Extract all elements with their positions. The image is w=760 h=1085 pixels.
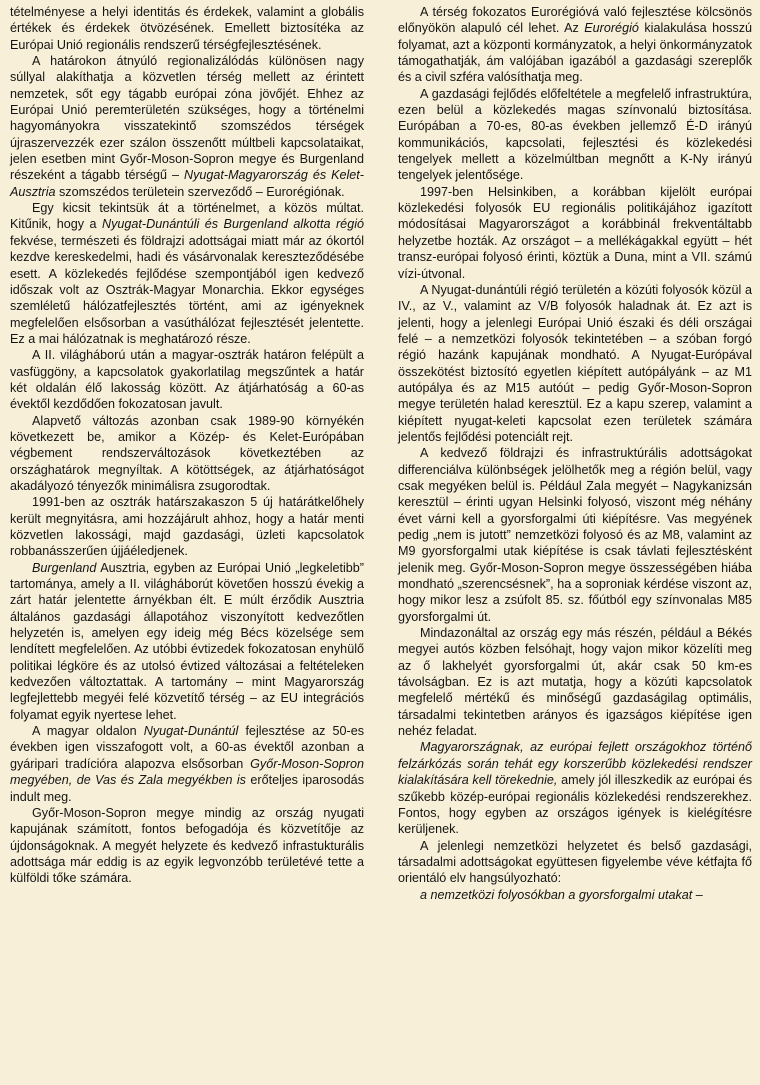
paragraph: A gazdasági fejlődés előfeltétele a megfelelő infrastruktúra, ezen belül a közlekedés magas színvonalú biztosítása. Európában a 70-es, 80-as években jellemző É-D irányú kommunikációs, kapcsolati, fejlesztési és közlekedési tengelyek mellett a közelmúltban megnőtt a K-Ny irányú tengelyek jelentősége. (398, 86, 752, 183)
paragraph: A határokon átnyúló regionalizálódás különösen nagy súllyal alakíthatja a közvetlen térség mellett az érintett nemzetek, sőt egy tágabb európai zóna jövőjét. Ehhez az Európai Unió peremterületén szükséges, hogy a történelmi hagyományokra visszatekintő szomszédos térségek újraszervezzék ezer szálon összenőtt múltbeli kapcsolataikat, jelen esetben mint Győr-Moson-Sopron megye és Burgenland részeként a tágabb térségű – Nyugat-Magyarország és Kelet-Ausztria szomszédos területein szerveződő – Eurorégiónak. (10, 54, 364, 199)
paragraph: Magyarországnak, az európai fejlett országokhoz történő felzárkózás során tehát egy korszerűbb közlekedési rendszer kialakítására kell törekednie, amely jól illeszkedik az európai és szűkebb közép-európai regionális közlekedési rendszerekhez. Fontos, hogy egyben az országos igények is kielégítésre kerüljenek. (398, 740, 753, 837)
italic-text: Burgenland (32, 560, 97, 575)
paragraph: Egy kicsit tekintsük át a történelmet, a közös múltat. Kitűnik, hogy a Nyugat-Dunántúli és Burgenland alkotta régió fekvése, természeti és földrajzi adottságai miatt már az ókortól kezdve kereskedelmi, hadi és vásárvonalak kereszteződésébe esett. A közlekedés fejlődése szempontjából igen kedvező időszak volt az Osztrák-Magyar Monarchia. Ekkor egységes szemléletű hálózatfejlesztés történt, ami az igényeknek megfelelően elsősorban a vasúthálózat fejlesztését jelentette. Ez a mai hálózatnak is meghatározó része. (10, 201, 364, 346)
paragraph: Győr-Moson-Sopron megye mindig az ország nyugati kapujának számított, fontos befogadója és közvetítője az újdonságoknak. A megyét helyzete és kedvező infrastukturális adottsága már eddig is az egyik legvonzóbb területévé tette a külföldi tőke számára. (10, 805, 364, 886)
italic-text: Nyugat-Dunántúl (143, 724, 239, 739)
paragraph: tételményese a helyi identitás és érdekek, valamint a globális értékek és érdekek ötvözésének. Emellett biztosítéka az Európai Unió regionális rendszerű térségfejlesztésének. (10, 5, 364, 52)
italic-text: Magyarországnak, az európai fejlett országokhoz történő felzárkózás során tehát egy korszerűbb közlekedési rendszer kialakítására kell törekednie, (398, 740, 752, 788)
right-column (398, 4, 752, 1085)
italic-text: a nemzetközi folyosókban a gyorsforgalmi utakat – (420, 887, 703, 902)
paragraph: A térség fokozatos Eurorégióvá való fejlesztése kölcsönös előnyökön alapuló cél lehet. Az Eurorégió kialakulása hosszú folyamat, azt a központi kormányzatok, a helyi önkormányzatok támogathatják, ám valójában igazából a gazdasági szereplők és a civil szféra valósíthatja meg. (398, 5, 753, 85)
paragraph: Alapvető változás azonban csak 1989-90 környékén következett be, amikor a Közép- és Kelet-Európában végbement rendszerváltozások következtében az országhatárok megnyíltak. A kötöttségek, az átjárhatóságot akadályozó tényezők minimálisra zsugorodtak. (10, 413, 364, 493)
paragraph: A Nyugat-dunántúli régió területén a közúti folyosók közül a IV., az V., valamint az V/B folyosók haladnak át. Ez azt is jelenti, hogy a jelenlegi Európai Unió északi és déli országai felé – a nemzetközi folyosók tekintetében – a szóban forgó régió hazánk kapujának mondható. A Nyugat-Európával összekötést biztosító egyetlen kiépített autópályánk – az M1 autópálya és az M15 autóút – pedig Győr-Moson-Sopron megye területén halad keresztül. Ez a kapu szerep, valamint a kiépített nyugat-keleti kapcsolat ezen területek számára jelentős fejlődési potenciált rejt. (398, 282, 752, 444)
paragraph: A kedvező földrajzi és infrastruktúrális adottságokat differenciálva különbségek jelölhetők meg a régión belül, vagy csak megyéken belül is. Például Zala megyét – Nagykanizsán keresztül – érinti ugyan Helsinki folyosó, viszont még néhány évet várni kell a gyorsforgalmi úti kiépítésre. Vas megyének pedig „nem is jutott” nemzetközi folyosó és az M8, valamint az M9 gyorsforgalmi utak kiépítése is csak távlati fejlesztésként jelenik meg. Győr-Moson-Sopron megye összességében hiába mondható „szerencsésnek”, ha a soproniak kérdése viszont az, hogy mikor lesz a zsúfolt 85. sz. főútból egy színvonalas M85 gyorsforgalmi út. (398, 446, 752, 624)
paragraph: A jelenlegi nemzetközi helyzetet és belső gazdasági, társadalmi adottságokat együttesen figyelembe véve kétfajta fő orientáló elv hangsúlyozható: (398, 838, 752, 886)
italic-text: Eurorégió (584, 21, 639, 36)
paragraph: A II. világháború után a magyar-osztrák határon felépült a vasfüggöny, a kapcsolatok gyakorlatilag megszűntek a határ két oldalán élő lakosság között. Az átjárhatóság a 60-as évektől kezdődően fokozatosan javult. (10, 348, 364, 412)
italic-text: Nyugat-Dunántúli és Burgenland alkotta régió (102, 217, 364, 232)
paragraph: A magyar oldalon Nyugat-Dunántúl fejlesztése az 50-es években igen visszafogott volt, a 60-as évektől azonban a gyáripari tradícióra alapozva elsősorban Győr-Moson-Sopron megyében, de Vas és Zala megyékben is erőteljes iparosodás indult meg. (10, 724, 365, 804)
left-column (10, 4, 364, 1085)
paragraph: Burgenland Ausztria, egyben az Európai Unió „legkeletibb” tartománya, amely a II. világháborút követően hosszú évekig a zárt határ jelentette árnyékban élt. E múlt érződik Ausztria általános gazdasági állapotához viszonyított kedvezőtlen helyzetén is, amelyen egy ideig még Bécs közelsége sem lendített megfelelően. Az utóbbi évtizedek fokozatosan enyhülő politikai légköre és az utolsó évtized változásai a feltételeken kedvezően változtattak. A tartomány – mint Magyarország legfejlettebb megyéi felé közvetítő térség – az EU integrációs folyamat egyik nyertese lehet. (10, 560, 364, 722)
paragraph: 1997-ben Helsinkiben, a korábban kijelölt európai közlekedési folyosók EU regionális politikájához igazított módosításai Magyarországot a korábbinál frekventáltabb helyzetbe hozták. Az országot – a mellékágakkal együtt – hét transz-európai folyosó érinti, köztük a Duna, mint a VII. számú vízi-útvonal. (398, 184, 752, 281)
italic-text: Nyugat-Magyarország és Kelet-Ausztria (10, 168, 364, 199)
italic-text: Győr-Moson-Sopron megyében, de Vas és Zala megyékben is (10, 756, 364, 788)
paragraph (398, 887, 752, 903)
paragraph: 1991-ben az osztrák határszakaszon 5 új határátkelőhely került megnyitásra, ami hozzájárult ahhoz, hogy a határ menti közvetlen lakossági, majd gazdasági, üzleti kapcsolatok robbanásszerűen újjáéledjenek. (10, 495, 364, 559)
paragraph: Mindazonáltal az ország egy más részén, például a Békés megyei autós közben felsóhajt, hogy vajon mikor közelíti meg az ő lakhelyét gyorsforgalmi út, akár csak 50 km-es távolságban. Ez is azt mutatja, hogy a közúti kapcsolatok megfelelő mértékű és minőségű gazdaságilag optimális, társadalmi tekintetben arányos és igazságos kiépítése igen nehéz feladat. (398, 626, 752, 739)
